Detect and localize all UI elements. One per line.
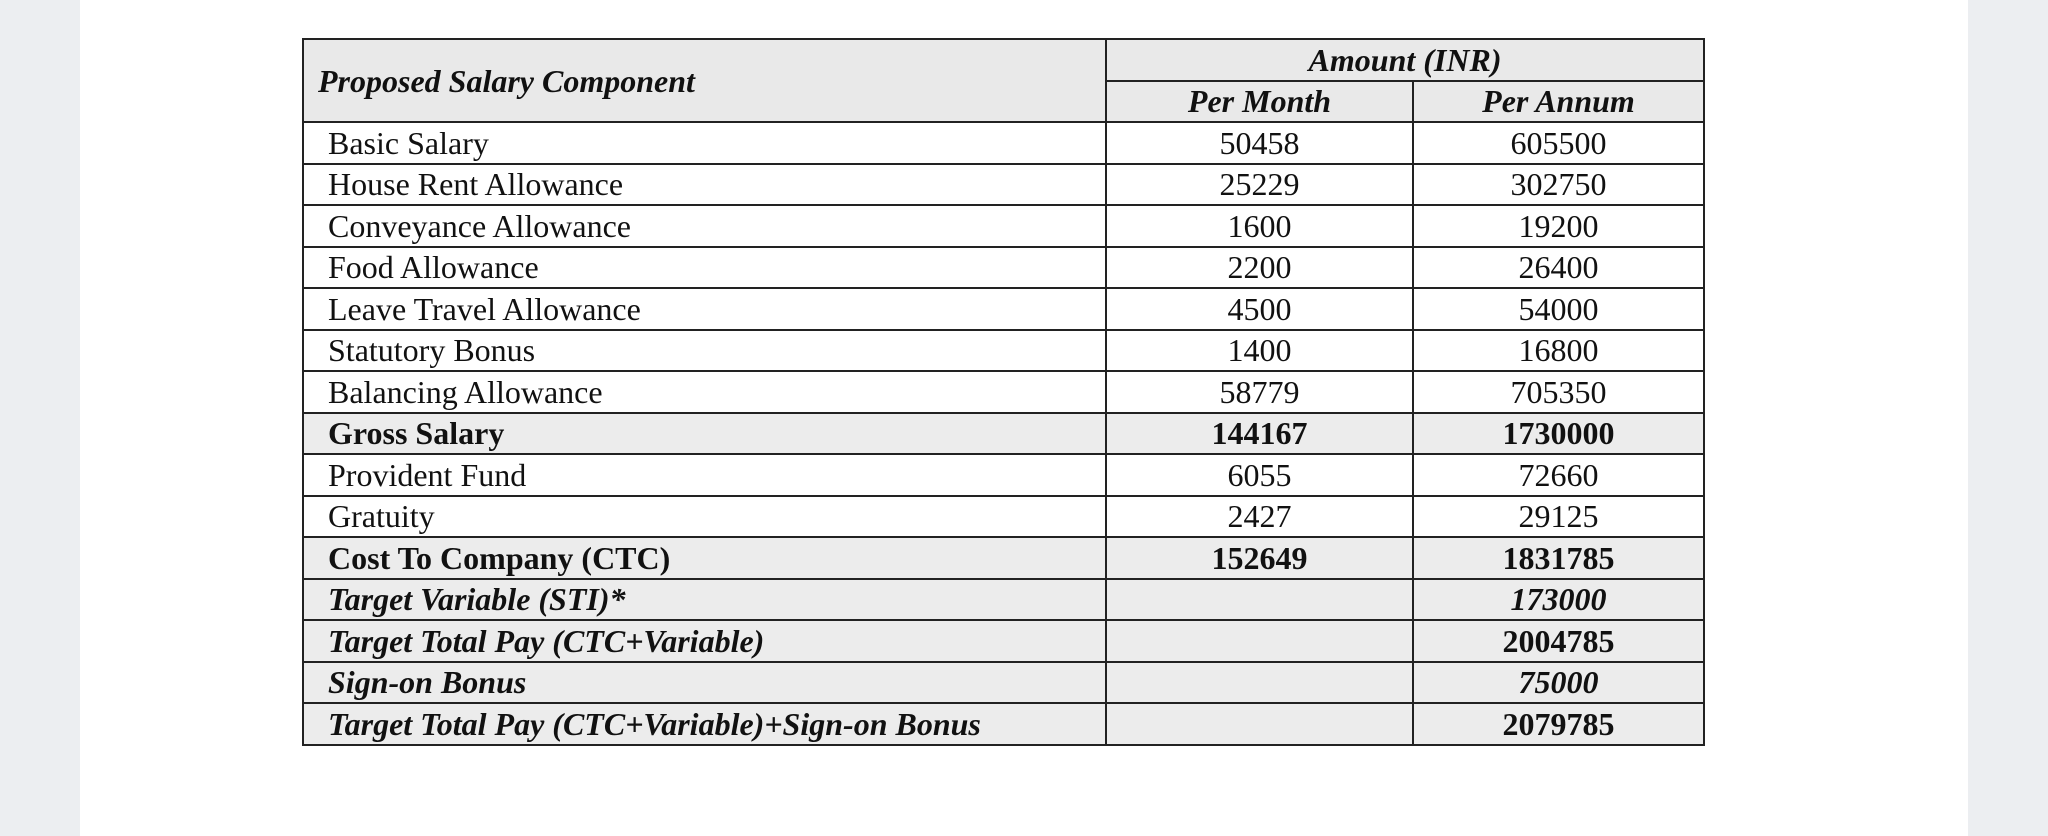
row-label: Statutory Bonus bbox=[303, 330, 1106, 372]
row-per-month: 1600 bbox=[1106, 205, 1413, 247]
row-per-month: 144167 bbox=[1106, 413, 1413, 455]
row-per-annum: 302750 bbox=[1413, 164, 1704, 206]
header-amount: Amount (INR) bbox=[1106, 39, 1704, 81]
row-per-month bbox=[1106, 662, 1413, 704]
row-per-month bbox=[1106, 620, 1413, 662]
row-label: Basic Salary bbox=[303, 122, 1106, 164]
row-per-annum: 1831785 bbox=[1413, 537, 1704, 579]
table-row bbox=[303, 371, 1704, 413]
table-row-ctc bbox=[303, 537, 1704, 579]
row-per-month: 50458 bbox=[1106, 122, 1413, 164]
table-row bbox=[303, 330, 1704, 372]
table-row bbox=[303, 122, 1704, 164]
row-per-annum: 173000 bbox=[1413, 579, 1704, 621]
table-header-row-1 bbox=[303, 39, 1704, 81]
row-per-annum: 26400 bbox=[1413, 247, 1704, 289]
table-row bbox=[303, 496, 1704, 538]
row-per-annum: 705350 bbox=[1413, 371, 1704, 413]
row-label: Target Variable (STI)* bbox=[303, 579, 1106, 621]
row-label: Cost To Company (CTC) bbox=[303, 537, 1106, 579]
table-row bbox=[303, 247, 1704, 289]
row-per-month: 2427 bbox=[1106, 496, 1413, 538]
row-per-annum: 16800 bbox=[1413, 330, 1704, 372]
table-row-target-total-pay bbox=[303, 620, 1704, 662]
table-row bbox=[303, 288, 1704, 330]
row-per-month: 152649 bbox=[1106, 537, 1413, 579]
row-label: Balancing Allowance bbox=[303, 371, 1106, 413]
row-per-annum: 29125 bbox=[1413, 496, 1704, 538]
row-per-annum: 2004785 bbox=[1413, 620, 1704, 662]
row-label: Provident Fund bbox=[303, 454, 1106, 496]
row-per-month: 1400 bbox=[1106, 330, 1413, 372]
row-label: House Rent Allowance bbox=[303, 164, 1106, 206]
header-per-annum: Per Annum bbox=[1413, 81, 1704, 123]
table-row-target-variable bbox=[303, 579, 1704, 621]
table-row-gross-salary bbox=[303, 413, 1704, 455]
table-row-sign-on-bonus bbox=[303, 662, 1704, 704]
row-label: Sign-on Bonus bbox=[303, 662, 1106, 704]
row-per-annum: 1730000 bbox=[1413, 413, 1704, 455]
row-per-annum: 72660 bbox=[1413, 454, 1704, 496]
row-per-month: 4500 bbox=[1106, 288, 1413, 330]
table-row bbox=[303, 454, 1704, 496]
row-label: Conveyance Allowance bbox=[303, 205, 1106, 247]
row-per-annum: 605500 bbox=[1413, 122, 1704, 164]
row-label: Leave Travel Allowance bbox=[303, 288, 1106, 330]
row-label: Gratuity bbox=[303, 496, 1106, 538]
table-row-target-total-pay-with-bonus bbox=[303, 703, 1704, 745]
salary-table-container bbox=[302, 38, 1705, 746]
row-per-annum: 75000 bbox=[1413, 662, 1704, 704]
row-per-month bbox=[1106, 579, 1413, 621]
header-component: Proposed Salary Component bbox=[303, 39, 1106, 122]
table-row bbox=[303, 164, 1704, 206]
row-per-annum: 54000 bbox=[1413, 288, 1704, 330]
row-per-month: 58779 bbox=[1106, 371, 1413, 413]
document-page bbox=[80, 0, 1968, 836]
row-label: Target Total Pay (CTC+Variable)+Sign-on Bonus bbox=[303, 703, 1106, 745]
row-per-month: 2200 bbox=[1106, 247, 1413, 289]
header-per-month: Per Month bbox=[1106, 81, 1413, 123]
row-label: Target Total Pay (CTC+Variable) bbox=[303, 620, 1106, 662]
row-per-annum: 19200 bbox=[1413, 205, 1704, 247]
salary-table bbox=[302, 38, 1705, 746]
row-per-annum: 2079785 bbox=[1413, 703, 1704, 745]
row-label: Gross Salary bbox=[303, 413, 1106, 455]
row-label: Food Allowance bbox=[303, 247, 1106, 289]
row-per-month: 25229 bbox=[1106, 164, 1413, 206]
table-row bbox=[303, 205, 1704, 247]
row-per-month bbox=[1106, 703, 1413, 745]
row-per-month: 6055 bbox=[1106, 454, 1413, 496]
